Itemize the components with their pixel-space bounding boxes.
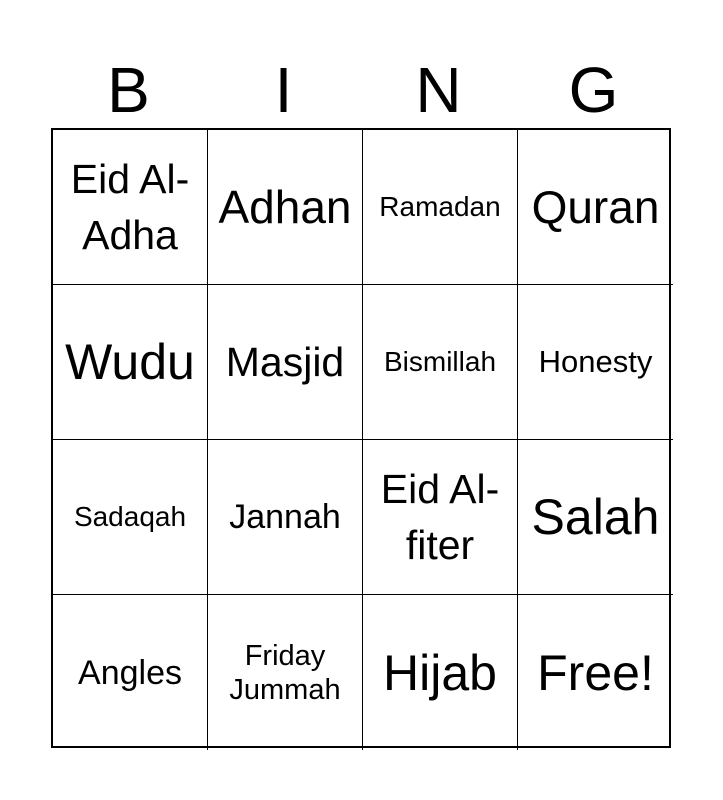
header-letter-b: B bbox=[107, 54, 150, 126]
cell-label: Eid Al-fiter bbox=[380, 466, 500, 568]
cell-label: Honesty bbox=[538, 344, 653, 379]
bingo-cell-r3c4[interactable] bbox=[518, 440, 673, 595]
cell-label: Angles bbox=[78, 653, 182, 692]
bingo-cell-r2c2[interactable] bbox=[208, 285, 363, 440]
bingo-cell-r2c1[interactable] bbox=[53, 285, 208, 440]
bingo-cell-r3c2[interactable] bbox=[208, 440, 363, 595]
cell-label: Wudu bbox=[65, 334, 195, 390]
cell-label: Sadaqah bbox=[73, 501, 187, 532]
bingo-cell-r4c1[interactable] bbox=[53, 595, 208, 750]
bingo-cell-r3c1[interactable] bbox=[53, 440, 208, 595]
bingo-cell-r1c1[interactable] bbox=[53, 130, 208, 285]
cell-label: Quran bbox=[531, 181, 660, 233]
bingo-board bbox=[51, 128, 671, 748]
cell-label: Eid Al-Adha bbox=[70, 156, 190, 258]
cell-label: Bismillah bbox=[383, 346, 497, 377]
cell-label: Adhan bbox=[218, 181, 352, 233]
cell-label: Ramadan bbox=[379, 191, 501, 222]
bingo-cell-r2c4[interactable] bbox=[518, 285, 673, 440]
bingo-cell-r1c4[interactable] bbox=[518, 130, 673, 285]
header-letter-n: N bbox=[415, 54, 462, 126]
bingo-cell-r4c4-free[interactable] bbox=[518, 595, 673, 750]
bingo-cell-r4c2[interactable] bbox=[208, 595, 363, 750]
cell-label: Hijab bbox=[383, 644, 497, 701]
cell-label: Masjid bbox=[225, 339, 345, 385]
bingo-cell-r1c2[interactable] bbox=[208, 130, 363, 285]
bingo-cell-r4c3[interactable] bbox=[363, 595, 518, 750]
bingo-cell-r3c3[interactable] bbox=[363, 440, 518, 595]
bingo-cell-r1c3[interactable] bbox=[363, 130, 518, 285]
bingo-cell-r2c3[interactable] bbox=[363, 285, 518, 440]
cell-label: Salah bbox=[531, 489, 660, 545]
bingo-header bbox=[51, 52, 671, 128]
cell-label: Jannah bbox=[229, 498, 341, 536]
header-letter-g: G bbox=[568, 54, 619, 126]
header-letter-i: I bbox=[274, 54, 293, 126]
free-space-label: Free! bbox=[537, 644, 654, 701]
cell-label: Friday Jummah bbox=[229, 639, 341, 706]
